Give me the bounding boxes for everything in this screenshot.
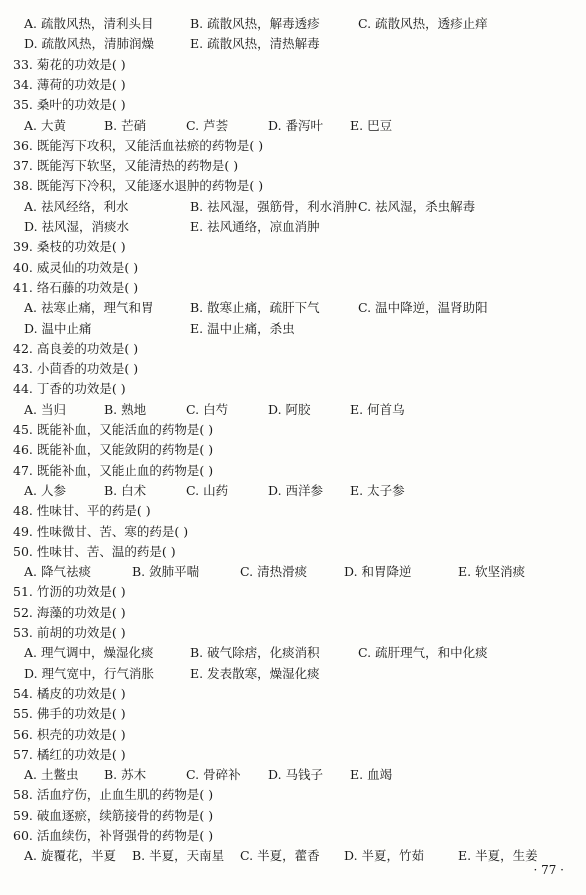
option-item: A. 降气祛痰 bbox=[24, 564, 91, 580]
options-row bbox=[0, 34, 586, 54]
question-line: 57. 橘红的功效是( ) bbox=[13, 746, 126, 762]
options-row bbox=[0, 562, 586, 582]
question-line: 54. 橘皮的功效是( ) bbox=[13, 685, 126, 701]
option-item: B. 敛肺平喘 bbox=[132, 564, 200, 580]
option-item: D. 温中止痛 bbox=[24, 320, 92, 336]
option-item: B. 白术 bbox=[104, 482, 147, 498]
option-item: C. 白芍 bbox=[186, 401, 229, 417]
option-item: A. 大黄 bbox=[24, 117, 66, 133]
question-line: 35. 桑叶的功效是( ) bbox=[13, 97, 126, 113]
option-item: D. 番泻叶 bbox=[268, 117, 324, 133]
option-item: D. 半夏，竹茹 bbox=[344, 848, 425, 864]
question-line: 43. 小茴香的功效是( ) bbox=[13, 361, 139, 377]
option-item: E. 温中止痛，杀虫 bbox=[190, 320, 295, 336]
option-item: B. 芒硝 bbox=[104, 117, 147, 133]
option-item: C. 清热滑痰 bbox=[240, 564, 308, 580]
option-item: D. 西洋参 bbox=[268, 482, 324, 498]
options-row bbox=[0, 298, 586, 318]
option-item: E. 疏散风热，清热解毒 bbox=[190, 36, 320, 52]
question-line: 55. 佛手的功效是( ) bbox=[13, 706, 126, 722]
option-item: B. 疏散风热，解毒透疹 bbox=[190, 16, 320, 31]
question-line: 44. 丁香的功效是( ) bbox=[13, 381, 126, 397]
option-item: C. 山药 bbox=[186, 482, 229, 498]
question-line: 33. 菊花的功效是( ) bbox=[13, 56, 126, 72]
options-row bbox=[0, 319, 586, 339]
option-item: D. 疏散风热，清肺润燥 bbox=[24, 36, 155, 52]
option-item: D. 和胃降逆 bbox=[344, 564, 412, 580]
option-item: C. 疏散风热，透疹止痒 bbox=[358, 16, 488, 31]
options-row bbox=[0, 217, 586, 237]
option-item: A. 旋覆花，半夏 bbox=[24, 848, 116, 864]
option-item: D. 阿胶 bbox=[268, 401, 311, 417]
question-line: 47. 既能补血，又能止血的药物是( ) bbox=[13, 462, 214, 478]
question-line: 52. 海藻的功效是( ) bbox=[13, 604, 126, 620]
question-line: 34. 薄荷的功效是( ) bbox=[13, 76, 126, 92]
option-item: D. 祛风湿，消痰水 bbox=[24, 219, 130, 234]
question-line: 42. 高良姜的功效是( ) bbox=[13, 340, 139, 356]
option-item: E. 血竭 bbox=[350, 767, 393, 783]
question-line: 60. 活血续伤，补肾强骨的药物是( ) bbox=[13, 828, 214, 843]
question-line: 49. 性味微甘、苦、寒的药是( ) bbox=[13, 523, 189, 539]
page-number: · 77 · bbox=[533, 863, 564, 877]
option-item: E. 何首乌 bbox=[350, 401, 405, 417]
options-row bbox=[0, 400, 586, 420]
question-line: 50. 性味甘、苦、温的药是( ) bbox=[13, 543, 176, 559]
option-item: A. 祛风经络，利水 bbox=[24, 198, 129, 214]
options-row bbox=[0, 14, 586, 34]
option-item: E. 半夏，生姜 bbox=[458, 848, 538, 864]
options-row bbox=[0, 116, 586, 136]
question-line: 59. 破血逐瘀，续筋接骨的药物是( ) bbox=[13, 807, 214, 823]
question-line: 45. 既能补血，又能活血的药物是( ) bbox=[13, 422, 214, 437]
options-row bbox=[0, 643, 586, 663]
option-item: A. 理气调中，燥湿化痰 bbox=[24, 645, 154, 661]
question-line: 40. 威灵仙的功效是( ) bbox=[13, 259, 139, 275]
option-item: B. 祛风湿，强筋骨，利水消肿 bbox=[190, 198, 358, 214]
option-item: C. 祛风湿，杀虫解毒 bbox=[358, 198, 476, 214]
option-item: E. 祛风通络，凉血消肿 bbox=[190, 219, 320, 234]
option-item: A. 土鳖虫 bbox=[24, 767, 79, 783]
question-line: 46. 既能补血，又能敛阴的药物是( ) bbox=[13, 442, 214, 458]
option-item: C. 半夏，藿香 bbox=[240, 848, 320, 864]
option-item: C. 温中降逆，温肾助阳 bbox=[358, 300, 488, 316]
option-item: C. 疏肝理气，和中化痰 bbox=[358, 645, 488, 661]
question-line: 36. 既能泻下攻积，又能活血祛瘀的药物是( ) bbox=[13, 137, 264, 153]
option-item: A. 人参 bbox=[24, 482, 66, 498]
option-item: B. 半夏，天南星 bbox=[132, 848, 225, 864]
option-item: E. 软坚消痰 bbox=[458, 564, 526, 580]
option-item: C. 芦荟 bbox=[186, 117, 229, 133]
question-line: 37. 既能泻下软坚，又能清热的药物是( ) bbox=[13, 158, 239, 174]
option-item: E. 太子参 bbox=[350, 482, 405, 498]
option-item: B. 破气除痞，化痰消积 bbox=[190, 645, 320, 661]
option-item: E. 发表散寒，燥湿化痰 bbox=[190, 665, 320, 681]
question-line: 56. 枳壳的功效是( ) bbox=[13, 726, 126, 742]
option-item: B. 苏木 bbox=[104, 767, 147, 783]
options-row bbox=[0, 765, 586, 785]
options-row bbox=[0, 197, 586, 217]
question-line: 51. 竹沥的功效是( ) bbox=[13, 584, 126, 600]
option-item: A. 祛寒止痛，理气和胃 bbox=[24, 300, 154, 316]
question-line: 48. 性味甘、平的药是( ) bbox=[13, 503, 151, 519]
option-item: E. 巴豆 bbox=[350, 117, 393, 133]
options-row bbox=[0, 846, 586, 866]
question-line: 53. 前胡的功效是( ) bbox=[13, 625, 126, 640]
question-line: 41. 络石藤的功效是( ) bbox=[13, 279, 139, 295]
option-item: B. 熟地 bbox=[104, 401, 147, 417]
question-line: 39. 桑枝的功效是( ) bbox=[13, 239, 126, 255]
option-item: D. 马钱子 bbox=[268, 767, 324, 783]
option-item: D. 理气宽中，行气消胀 bbox=[24, 665, 155, 681]
options-row bbox=[0, 481, 586, 501]
question-line: 58. 活血疗伤，止血生肌的药物是( ) bbox=[13, 787, 214, 803]
question-line: 38. 既能泻下冷积，又能逐水退肿的药物是( ) bbox=[13, 178, 264, 194]
option-item: B. 散寒止痛，疏肝下气 bbox=[190, 300, 320, 316]
option-item: A. 疏散风热，清利头目 bbox=[24, 16, 154, 31]
option-item: A. 当归 bbox=[24, 401, 66, 417]
option-item: C. 骨碎补 bbox=[186, 767, 241, 783]
options-row bbox=[0, 664, 586, 684]
